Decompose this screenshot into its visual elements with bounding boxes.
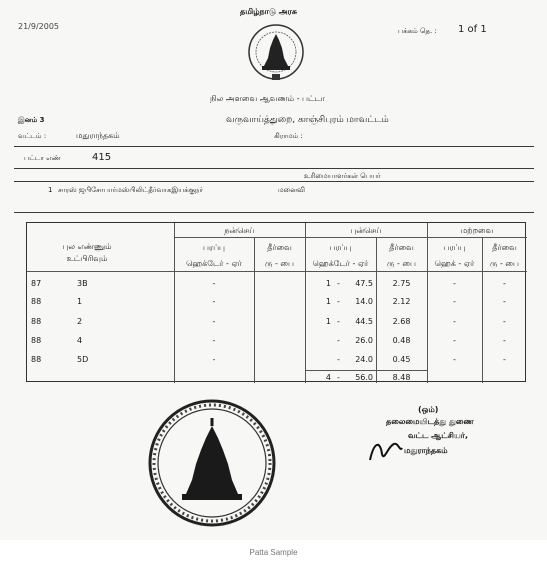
land-table: நன்செய் புன்செய் மற்றவை புல எண்ணும் உட்பிரிவும் பரப்பு தீர்வை பரப்பு தீர்வை பரப்பு தீர்வை ஹெக்டேர் - ஏர் ரு - பை ஹெக்டேர் - ஏர் ரு - பை ஹெக் - ஏர் ரு - பை 87 3B - 1 - 47.5 2.75 - - 88 1 - 1 - 14.0 2.12 - - 88 2 - 1 - 44.5 2.68 - - 88 4 - - 26.0 0.48 - - 88 5D - - 24.0 0.45 - - 4 - 56.0 8.48 [26, 222, 526, 382]
total-dry-are: 56.0 [355, 373, 373, 382]
handwritten-signature [366, 436, 406, 466]
row-other-area: - [453, 317, 456, 326]
row-other-area: - [453, 279, 456, 288]
row-dry-tax: 2.12 [392, 297, 411, 306]
village-label: கிராமம் : [274, 132, 303, 140]
signature-line3: வட்ட ஆட்சியர், [408, 431, 469, 440]
row-other-area: - [453, 297, 456, 306]
row-wet-area: - [212, 297, 216, 306]
row-subdivision: 1 [77, 297, 83, 306]
row-dry-hectare: 1 [325, 317, 331, 326]
dry-area-unit: ஹெக்டேர் - ஏர் [312, 259, 369, 268]
row-wet-area: - [212, 317, 216, 326]
row-other-tax: - [503, 279, 506, 288]
row-survey: 87 [31, 279, 42, 288]
page-label: பக்கம் தெ. : [398, 27, 437, 35]
row-survey: 88 [31, 317, 42, 326]
row-other-area: - [453, 355, 456, 364]
row-dry-are: 26.0 [355, 336, 373, 345]
total-dry-tax: 8.48 [392, 373, 411, 382]
header-other: மற்றவை [460, 226, 494, 235]
official-seal-stamp [142, 398, 282, 528]
patta-number: 415 [92, 152, 112, 163]
header-survey: புல எண்ணும் உட்பிரிவும் [62, 242, 112, 263]
row-dry-are: 47.5 [355, 279, 373, 288]
header-dry: புன்செய் [350, 226, 382, 235]
row-dry-tax: 2.68 [392, 317, 411, 326]
dry-tax-unit: ரு - பை [387, 259, 416, 268]
divider [14, 212, 534, 213]
owner-name: சாரஸ் ஜபிசோபார்மஸ்பிலிட்தீர்வாகஇயக்குநர் [58, 186, 204, 194]
row-wet-area: - [212, 355, 216, 364]
wet-tax-header: தீர்வை [267, 243, 292, 252]
dry-area-header: பரப்பு [329, 243, 352, 252]
row-survey: 88 [31, 336, 42, 345]
taluk-value: மதுராந்தகம் [76, 131, 120, 140]
row-wet-area: - [212, 279, 216, 288]
total-dry-hectare: 4 [325, 373, 331, 382]
row-subdivision: 3B [77, 279, 88, 288]
wet-area-header: பரப்பு [203, 243, 225, 252]
row-other-tax: - [503, 297, 506, 306]
row-dry-are: 24.0 [355, 355, 373, 364]
row-dry-are: 44.5 [355, 317, 373, 326]
row-other-tax: - [503, 355, 506, 364]
dry-tax-header: தீர்வை [389, 243, 414, 252]
serial-label: இனம் 3 [18, 116, 45, 124]
row-dry-hectare: 1 [325, 297, 331, 306]
government-emblem [246, 22, 306, 86]
owners-heading: உரிமையாளர்கள் பெயர் [304, 172, 381, 180]
signature-line4: மதுராந்தகம் [404, 446, 448, 455]
row-other-area: - [453, 336, 456, 345]
row-other-tax: - [503, 336, 506, 345]
owner-number: 1 [48, 186, 53, 194]
row-subdivision: 2 [77, 317, 83, 326]
signature-line1: (ஒம்) [418, 405, 439, 414]
other-area-header: பரப்பு [443, 243, 466, 252]
district-line: வருவாய்த்துறை, காஞ்சிபுரம் மாவட்டம் [226, 115, 389, 125]
page-value: 1 of 1 [458, 24, 487, 35]
divider [14, 168, 534, 169]
wet-tax-unit: ரு - பை [265, 259, 294, 268]
other-tax-unit: ரு - பை [490, 259, 519, 268]
divider [14, 181, 534, 182]
row-dry-hectare: 1 [325, 279, 331, 288]
patta-label: பட்டா எண் [24, 154, 61, 162]
other-tax-header: தீர்வை [492, 243, 517, 252]
row-dry-tax: 2.75 [392, 279, 411, 288]
issue-date: 21/9/2005 [18, 22, 60, 31]
row-dry-tax: 0.45 [392, 355, 411, 364]
document-title: நில அளவை ஆவணம் - பட்டா [210, 94, 325, 103]
row-survey: 88 [31, 355, 42, 364]
image-caption: Patta Sample [249, 548, 298, 557]
row-subdivision: 5D [77, 355, 89, 364]
row-wet-area: - [212, 336, 216, 345]
row-survey: 88 [31, 297, 42, 306]
row-other-tax: - [503, 317, 506, 326]
row-dry-tax: 0.48 [392, 336, 411, 345]
other-area-unit: ஹெக் - ஏர் [434, 259, 475, 268]
signature-line2: தலைமையிடத்து துணை [386, 417, 474, 426]
divider [14, 146, 534, 147]
header-wet: நன்செய் [224, 226, 255, 235]
wet-area-unit: ஹெக்டேர் - ஏர் [186, 259, 242, 268]
owner-relation: மனைவி [278, 186, 306, 194]
government-heading: தமிழ்நாடு அரசு [240, 7, 298, 16]
row-subdivision: 4 [77, 336, 83, 345]
taluk-label: வட்டம் : [18, 132, 47, 140]
row-dry-are: 14.0 [355, 297, 373, 306]
